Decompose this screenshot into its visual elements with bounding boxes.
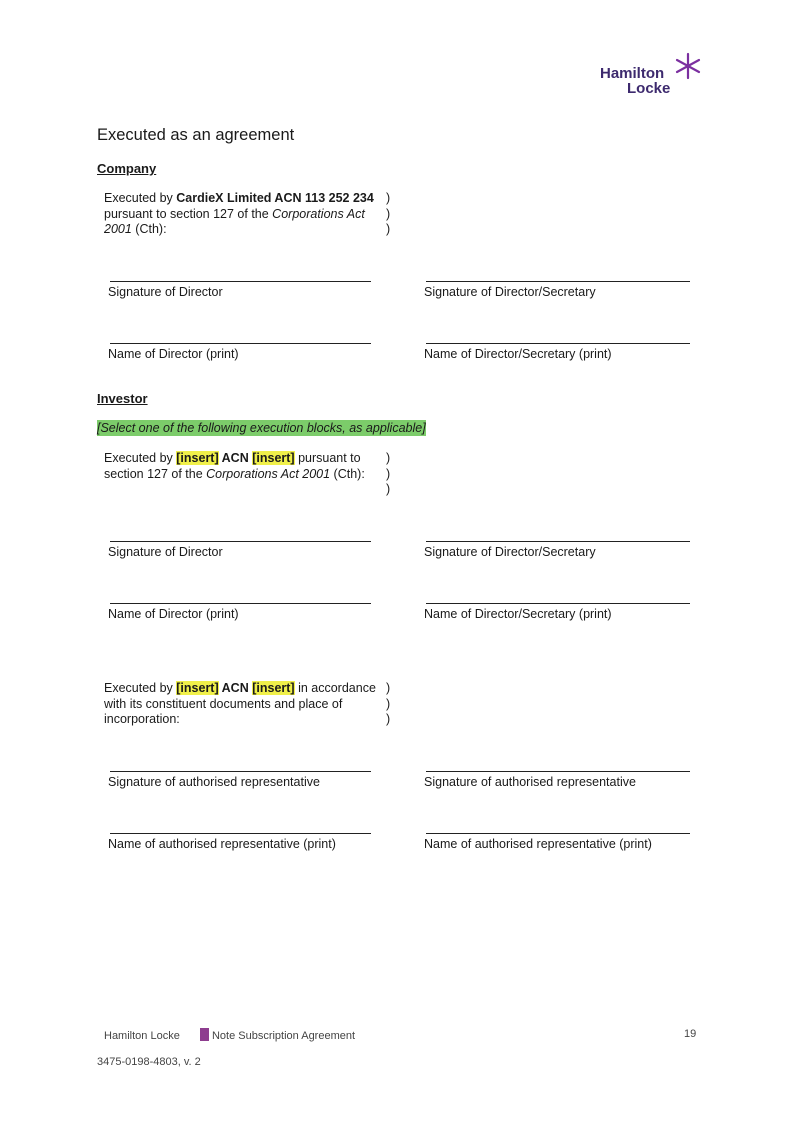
signature-line [110,343,371,344]
paren: ) [386,451,391,465]
signature-label: Name of Director (print) [108,347,239,361]
bracket-column [386,451,398,498]
signature-line [110,541,371,542]
clause-text: (Cth): [131,222,167,236]
signature-label: Name of Director (print) [108,607,239,621]
footer-marker-icon [200,1028,209,1041]
logo-star-icon [674,52,702,80]
signature-label: Signature of Director [108,285,223,299]
page-number: 19 [684,1028,697,1040]
clause-text: (Cth): [330,466,365,481]
hamilton-locke-logo [600,52,700,96]
paren: ) [386,681,391,695]
investor-execution-clause-2 [104,681,384,728]
signature-field-director-secretary[interactable] [426,281,690,299]
clause-text: pursuant to section 127 of the [104,206,273,221]
clause-company-name: CardieX Limited ACN 113 252 234 [176,191,374,205]
signature-label: Signature of Director/Secretary [424,285,596,299]
signature-line [426,541,690,542]
signature-line [426,771,690,772]
clause-acn: ACN [218,681,253,695]
signature-field-authorised-representative-2[interactable] [426,771,690,789]
paren: ) [386,696,391,711]
clause-text: Executed by [104,681,177,695]
signature-field-director[interactable] [110,281,371,299]
signature-line [110,833,371,834]
clause-act-name: Corporations Act 2001 [206,466,331,481]
insert-placeholder: [insert] [176,681,219,695]
instruction-note [97,421,426,435]
signature-label: Signature of authorised representative [108,775,320,789]
name-field-director-secretary[interactable] [426,343,690,361]
page-heading: Executed as an agreement [97,126,295,144]
name-field-director[interactable] [110,343,371,361]
name-field-director[interactable] [110,603,371,621]
signature-line [426,603,690,604]
clause-text: pursuant to section 127 of the [104,451,361,481]
signature-label: Name of Director/Secretary (print) [424,347,612,361]
name-field-director-secretary[interactable] [426,603,690,621]
signature-label: Name of authorised representative (print) [108,837,336,851]
investor-execution-clause-1 [104,451,384,482]
signature-line [110,281,371,282]
clause-act-name: Corporations Act 2001 [104,206,365,236]
paren: ) [386,466,391,481]
clause-text: in accordance with its constituent documents and place of incorporation: [104,681,376,726]
bracket-column [386,681,398,728]
clause-text: Executed by [104,191,177,205]
logo-line-2: Locke [627,80,671,97]
paren: ) [386,191,391,205]
footer-firm: Hamilton Locke [104,1030,180,1042]
bracket-column [386,191,398,238]
insert-placeholder: [insert] [252,681,295,695]
paren: ) [386,482,391,496]
signature-field-director-secretary[interactable] [426,541,690,559]
name-field-authorised-representative-2[interactable] [426,833,690,851]
investor-section-title: Investor [97,391,148,406]
signature-line [426,343,690,344]
instruction-highlight: [Select one of the following execution blocks, as applicable] [97,421,426,435]
signature-line [426,281,690,282]
paren: ) [386,712,391,726]
company-section-title: Company [97,161,157,176]
signature-line [110,771,371,772]
signature-label: Signature of Director [108,545,223,559]
signature-label: Name of Director/Secretary (print) [424,607,612,621]
document-id: 3475-0198-4803, v. 2 [97,1056,201,1068]
company-execution-clause [104,191,384,238]
signature-label: Name of authorised representative (print) [424,837,652,851]
name-field-authorised-representative-1[interactable] [110,833,371,851]
footer-left [104,1028,355,1042]
insert-placeholder: [insert] [176,451,219,465]
clause-text: Executed by [104,451,177,465]
footer-document-title: Note Subscription Agreement [211,1030,356,1042]
signature-line [426,833,690,834]
signature-field-director[interactable] [110,541,371,559]
insert-placeholder: [insert] [252,451,295,465]
signature-label: Signature of authorised representative [424,775,636,789]
signature-line [110,603,371,604]
paren: ) [386,206,391,221]
signature-field-authorised-representative-1[interactable] [110,771,371,789]
logo-line-1: Hamilton [600,65,665,82]
paren: ) [386,222,391,236]
signature-label: Signature of Director/Secretary [424,545,596,559]
clause-acn: ACN [218,451,253,465]
